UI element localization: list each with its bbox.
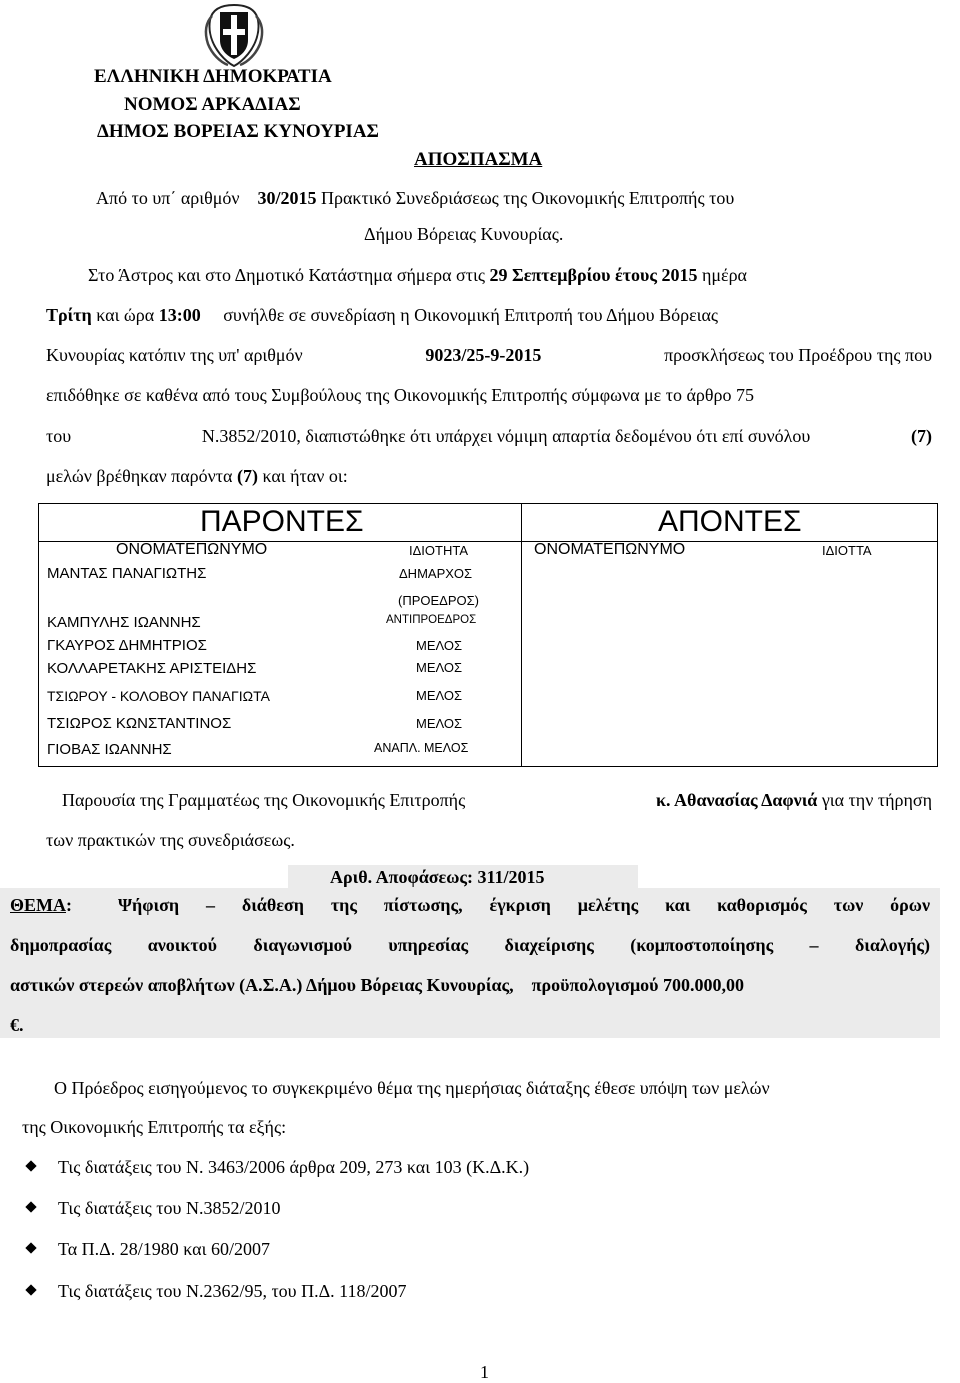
- header-country: ΕΛΛΗΝΙΚΗ ΔΗΜΟΚΡΑΤΙΑ: [94, 66, 332, 87]
- table-row-name: ΓΚΑΥΡΟΣ ΔΗΜΗΤΡΙΟΣ: [47, 637, 207, 654]
- diamond-bullet-icon: [25, 1202, 37, 1214]
- header-municipality: ΔΗΜΟΣ ΒΟΡΕΙΑΣ ΚΥΝΟΥΡΙΑΣ: [97, 121, 379, 142]
- table-row-name: ΓΙΟΒΑΣ ΙΩΑΝΝΗΣ: [47, 741, 172, 758]
- table-row-name: ΤΣΙΩΡΟΥ - ΚΟΛΟΒΟΥ ΠΑΝΑΓΙΩΤΑ: [47, 688, 270, 704]
- table-row-role: ΑΝΤΙΠΡΟΕΔΡΟΣ: [386, 614, 477, 626]
- table-row-role: ΑΝΑΠΛ. ΜΕΛΟΣ: [374, 741, 469, 755]
- page-number: 1: [480, 1362, 489, 1382]
- topic-line-2: δημοπρασίας ανοικτού διαγωνισμού υπηρεσίας διαχείρισης (κομποστοποίησης – διαλογής): [10, 935, 930, 955]
- list-item: Τις διατάξεις του Ν.3852/2010: [58, 1198, 281, 1218]
- col-role-absent: ΙΔΙΟΤΤΑ: [822, 543, 872, 558]
- topic-label: ΘΕΜΑ:: [10, 895, 72, 915]
- table-row-name: ΜΑΝΤΑΣ ΠΑΝΑΓΙΩΤΗΣ: [47, 565, 207, 582]
- table-row-role: ΜΕΛΟΣ: [416, 688, 463, 703]
- proposal-line-2: της Οικονομικής Επιτροπής τα εξής:: [22, 1117, 287, 1137]
- list-item: Τα Π.Δ. 28/1980 και 60/2007: [58, 1239, 270, 1259]
- body-line-2: Τρίτη και ώρα 13:00 συνήλθε σε συνεδρίαση η Οικονομική Επιτροπή του Δήμου Βόρειας: [46, 305, 719, 325]
- table-row-role: ΜΕΛΟΣ: [416, 638, 463, 653]
- list-item: Τις διατάξεις του Ν.2362/95, του Π.Δ. 118/2007: [58, 1281, 407, 1301]
- table-row-role: ΜΕΛΟΣ: [416, 660, 463, 675]
- col-name-absent: ΟΝΟΜΑΤΕΠΩΝΥΜΟ: [534, 541, 686, 558]
- secretary-line-2: των πρακτικών της συνεδριάσεως.: [46, 830, 295, 850]
- proposal-line-1: Ο Πρόεδρος εισηγούμενος το συγκεκριμένο θέμα της ημερήσιας διάταξης έθεσε υπόψη των μελών: [54, 1078, 770, 1098]
- list-item: Τις διατάξεις του Ν. 3463/2006 άρθρα 209, 273 και 103 (Κ.Δ.Κ.): [58, 1157, 530, 1177]
- body-line-5: του Ν.3852/2010, διαπιστώθηκε ότι υπάρχει νόμιμη απαρτία δεδομένου ότι επί συνόλου (7): [46, 426, 932, 446]
- table-row-name: ΤΣΙΩΡΟΣ ΚΩΝΣΤΑΝΤΙΝΟΣ: [47, 715, 232, 732]
- intro-line-2: Δήμου Βόρειας Κυνουρίας.: [364, 224, 564, 244]
- table-row-name: ΚΟΛΛΑΡΕΤΑΚΗΣ ΑΡΙΣΤΕΙΔΗΣ: [47, 660, 257, 677]
- table-row-role-extra: (ΠΡΟΕΔΡΟΣ): [398, 593, 480, 608]
- decision-number: Αριθ. Αποφάσεως: 311/2015: [330, 867, 545, 887]
- diamond-bullet-icon: [25, 1285, 37, 1297]
- topic-line-1: Ψήφιση – διάθεση της πίστωσης, έγκριση μελέτης και καθορισμός των όρων: [118, 895, 930, 915]
- col-role-present: ΙΔΙΟΤΗΤΑ: [409, 543, 468, 558]
- table-row-role: ΜΕΛΟΣ: [416, 716, 463, 731]
- col-name-present: ΟΝΟΜΑΤΕΠΩΝΥΜΟ: [116, 541, 268, 558]
- header-prefecture: ΝΟΜΟΣ ΑΡΚΑΔΙΑΣ: [124, 94, 301, 115]
- diamond-bullet-icon: [25, 1243, 37, 1255]
- diamond-bullet-icon: [25, 1161, 37, 1173]
- intro-line-1: Από το υπ΄ αριθμόν 30/2015 Πρακτικό Συνεδριάσεως της Οικονομικής Επιτροπής του: [96, 188, 735, 208]
- table-row-name: ΚΑΜΠΥΛΗΣ ΙΩΑΝΝΗΣ: [47, 614, 201, 631]
- body-line-6: μελών βρέθηκαν παρόντα (7) και ήταν οι:: [46, 466, 348, 486]
- topic-line-3: αστικών στερεών αποβλήτων (Α.Σ.Α.) Δήμου Βόρειας Κυνουρίας, προϋπολογισμού 700.000,00: [10, 975, 744, 995]
- absent-heading: ΑΠΟΝΤΕΣ: [658, 505, 802, 538]
- topic-line-4: €.: [10, 1015, 24, 1035]
- secretary-line-1: Παρουσία της Γραμματέως της Οικονομικής Επιτροπής κ. Αθανασίας Δαφνιά για την τήρηση: [62, 790, 932, 810]
- body-line-4: επιδόθηκε σε καθένα από τους Συμβούλους της Οικονομικής Επιτροπής σύμφωνα με το άρθρο 75: [46, 385, 754, 405]
- present-heading: ΠΑΡΟΝΤΕΣ: [200, 505, 364, 538]
- body-line-1: Στο Άστρος και στο Δημοτικό Κατάστημα σήμερα στις 29 Σεπτεμβρίου έτους 2015 ημέρα: [88, 265, 747, 285]
- greek-coat-of-arms-icon: [198, 2, 270, 68]
- table-row-role: ΔΗΜΑΡΧΟΣ: [399, 566, 473, 581]
- body-line-3: Κυνουρίας κατόπιν της υπ' αριθμόν 9023/25-9-2015 προσκλήσεως του Προέδρου της που: [46, 345, 932, 365]
- excerpt-title: ΑΠΟΣΠΑΣΜΑ: [414, 149, 543, 170]
